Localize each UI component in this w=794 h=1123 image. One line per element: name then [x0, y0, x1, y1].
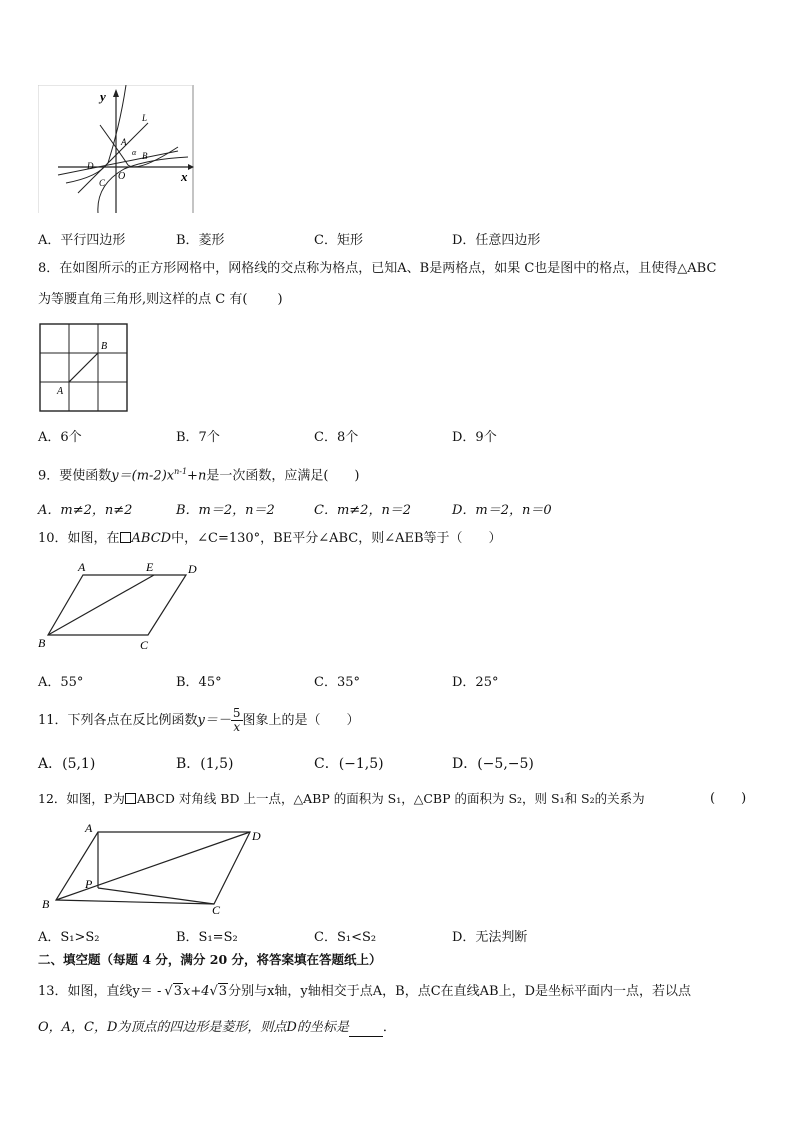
q10-figure	[36, 559, 206, 653]
q7-fig-label-c: C	[99, 178, 106, 188]
q9-prefix: 9．要使函数	[38, 468, 112, 484]
q10-stem	[38, 530, 502, 548]
q8-stem-line2: 为等腰直角三角形,则这样的点 C 有( )	[38, 292, 283, 307]
q12-fig-label-d: D	[252, 829, 261, 843]
q12-prefix: 12．如图，P为	[38, 791, 125, 806]
q10-option-d: D．25°	[452, 675, 499, 690]
q7-fig-x-label: x	[181, 169, 188, 184]
q9-option-d: D．m＝2，n＝0	[452, 503, 552, 518]
q13-answer-blank[interactable]	[349, 1024, 383, 1037]
q9-option-b: B．m＝2，n＝2	[176, 503, 275, 518]
q11-fraction	[231, 707, 243, 734]
q12-option-b: B．S₁=S₂	[176, 930, 238, 945]
q7-fig-y-label: y	[100, 89, 106, 104]
q10-fig-label-a: A	[78, 560, 86, 574]
q7-option-d: D．任意四边形	[452, 233, 541, 248]
q7-fig-origin-label: O	[118, 171, 126, 182]
q11-option-b: B．(1,5)	[176, 756, 234, 772]
q13-l2b: ．	[382, 1020, 396, 1035]
q11-option-a: A．(5,1)	[38, 756, 96, 772]
q7-fig-label-d: D	[87, 161, 94, 171]
q12-fig-label-c: C	[212, 903, 221, 914]
q10-option-b: B．45°	[176, 675, 222, 690]
q12-figure	[38, 820, 278, 914]
q9-formula: y＝(m-2)x	[111, 468, 175, 484]
q12-option-c: C．S₁<S₂	[314, 930, 377, 945]
parallelogram-icon	[120, 532, 131, 543]
q11-func-left: y＝－	[197, 713, 231, 728]
q7-fig-label-a: A	[121, 137, 127, 147]
q10-fig-label-d: D	[188, 562, 197, 576]
q13-rad2: 3	[218, 984, 228, 999]
q11-denominator: x	[233, 720, 241, 734]
q12-stem	[38, 790, 645, 808]
q10-mid: 中，∠C=130°，BE平分∠ABC，则∠AEB等于（ ）	[171, 531, 502, 546]
q10-option-a: A．55°	[38, 675, 84, 690]
q7-fig-label-alpha: α	[132, 148, 137, 157]
q13-l2a: O，A，C，D为顶点的四边形是菱形，则点D的坐标是	[38, 1020, 349, 1035]
q10-shape: ABCD	[131, 531, 172, 546]
q12-option-a: A．S₁>S₂	[38, 930, 100, 945]
q9-option-a: A．m≠2，n≠2	[38, 503, 133, 518]
q7-option-b: B．菱形	[176, 233, 225, 248]
q8-option-b: B．7个	[176, 430, 220, 445]
q12-fig-label-p: P	[85, 877, 93, 891]
q8-fig-label-b: B	[101, 341, 108, 352]
q11-numerator: 5	[232, 706, 241, 720]
q11-prefix: 11．下列各点在反比例函数	[38, 713, 198, 728]
q10-fig-label-b: B	[38, 636, 46, 650]
q12-fig-label-a: A	[85, 821, 93, 835]
q11-option-c: C．(−1,5)	[314, 756, 384, 772]
q9-suffix: 是一次函数，应满足( )	[206, 468, 360, 484]
q8-grid-figure	[38, 322, 130, 414]
q13-l1b: x+4	[183, 984, 210, 999]
q13-line1: 13．如图，直线y＝ - √3x+4√3分别与x轴，y轴相交于点A，B，点C在直线AB上，D是坐标平面内一点，若以点	[38, 984, 692, 999]
q7-option-a: A．平行四边形	[38, 233, 126, 248]
q12-rest: ABCD 对角线 BD 上一点，△ABP 的面积为 S₁，△CBP 的面积为 S₂，则 S₁和 S₂的关系为	[136, 791, 645, 806]
q12-option-d: D．无法判断	[452, 930, 528, 945]
q9-formula-tail: +n	[187, 468, 207, 484]
q7-option-c: C．矩形	[314, 233, 363, 248]
q8-option-d: D．9个	[452, 430, 497, 445]
q7-figure	[38, 85, 196, 215]
q13-l1a: 13．如图，直线y＝ -	[38, 984, 162, 999]
q8-fig-label-a: A	[57, 386, 64, 397]
q9-stem	[38, 463, 359, 485]
parallelogram-icon	[125, 793, 136, 804]
q11-stem	[38, 704, 360, 738]
q8-option-a: A．6个	[38, 430, 82, 445]
q12-answer-paren: ( )	[710, 791, 747, 806]
q9-option-c: C．m≠2，n＝2	[314, 503, 412, 518]
q10-fig-label-e: E	[146, 560, 154, 574]
q11-suffix: 图象上的是（ ）	[242, 713, 360, 728]
q13-rad1: 3	[173, 984, 182, 999]
q10-prefix: 10．如图，在	[38, 531, 120, 546]
section2-title: 二、填空题（每题 4 分，满分 20 分，将答案填在答题纸上）	[38, 952, 382, 967]
q10-option-c: C．35°	[314, 675, 360, 690]
q7-fig-label-l: L	[142, 113, 148, 123]
q7-fig-label-b: B	[142, 151, 148, 161]
q9-exponent: n-1	[174, 467, 188, 476]
q8-stem-line1: 8．在如图所示的正方形网格中，网格线的交点称为格点，已知A、B是两格点，如果 C也是图中的格点，且使得△ABC	[38, 261, 717, 276]
q13-line2	[38, 1019, 396, 1037]
q13-l1c: 分别与x轴，y轴相交于点A，B，点C在直线AB上，D是坐标平面内一点，若以点	[228, 984, 692, 999]
q10-fig-label-c: C	[140, 638, 149, 652]
q8-option-c: C．8个	[314, 430, 359, 445]
q11-option-d: D．(−5,−5)	[452, 756, 534, 772]
q12-fig-label-b: B	[42, 897, 50, 911]
